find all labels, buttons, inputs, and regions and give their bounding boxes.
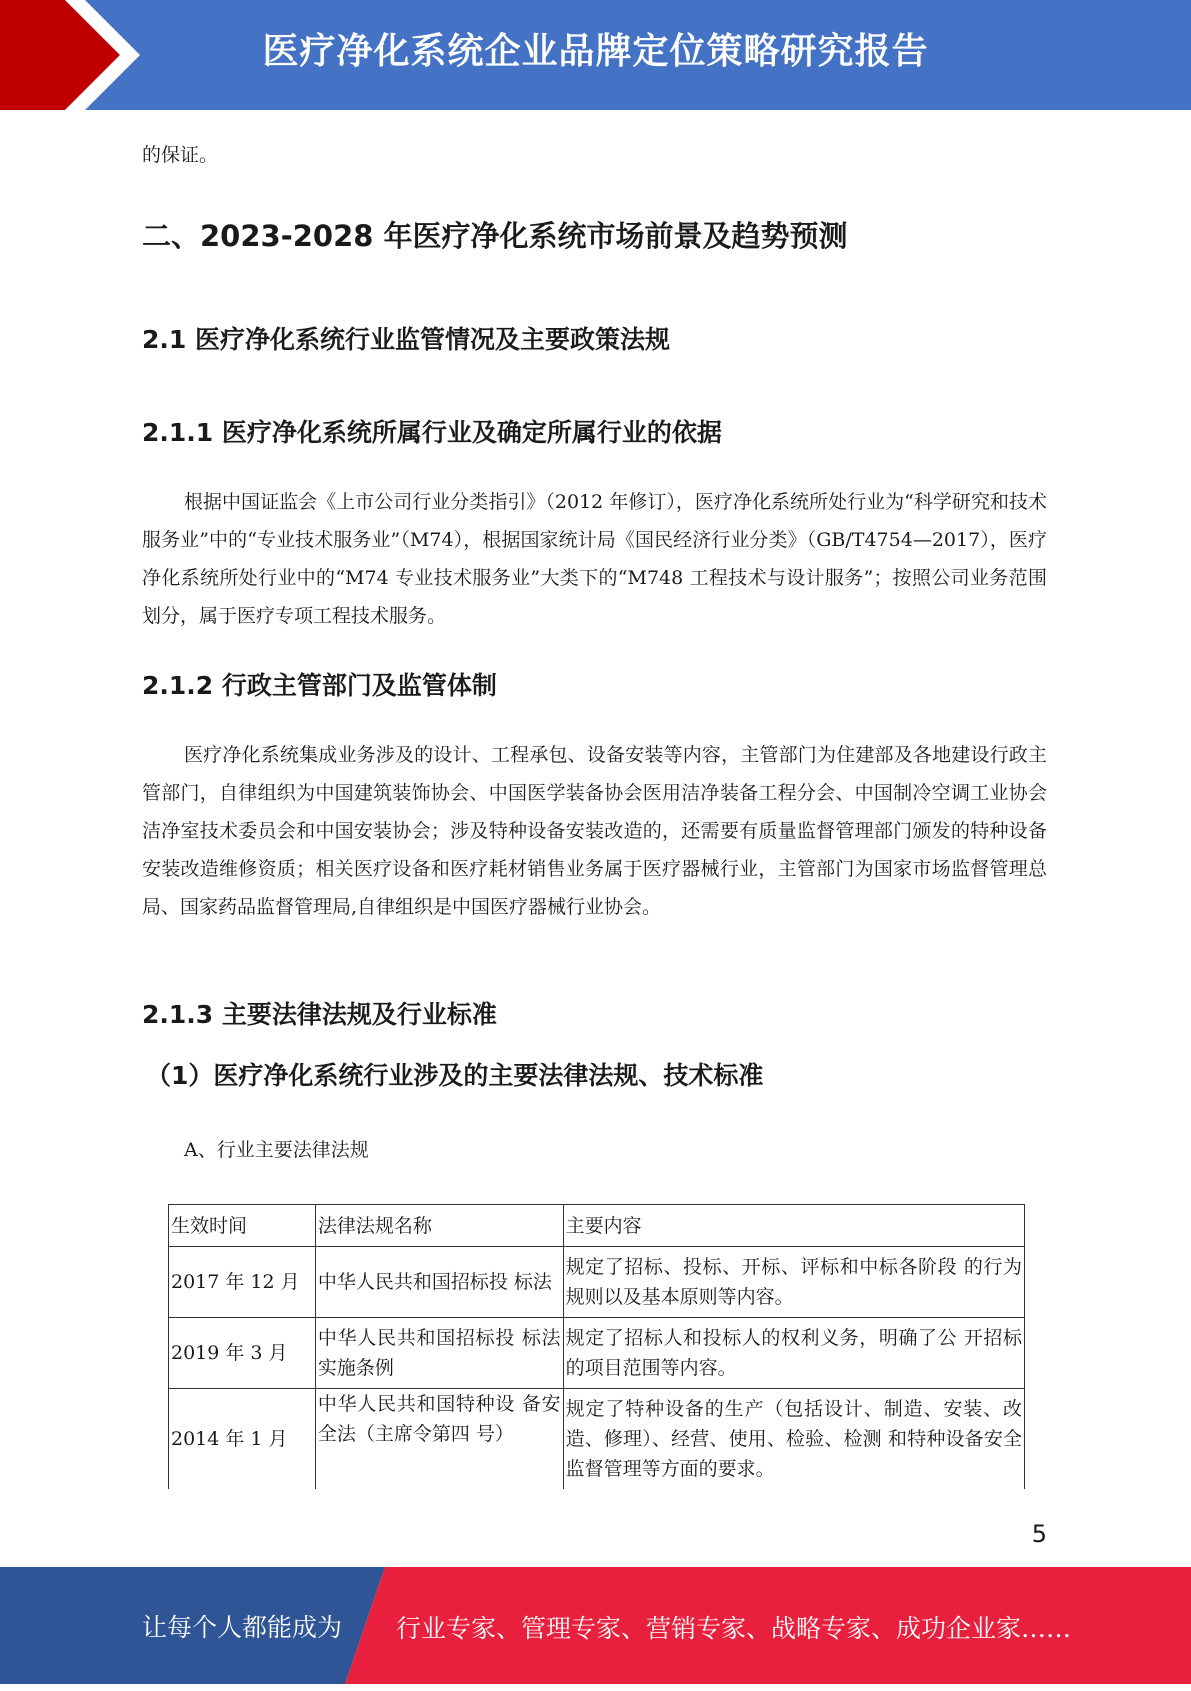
table-header-cell: 生效时间 xyxy=(169,1205,316,1247)
table-cell-date: 2014 年 1 月 xyxy=(169,1389,316,1489)
table-header-row xyxy=(169,1205,1025,1247)
footer-slogan-right: 行业专家、管理专家、营销专家、战略专家、成功企业家…… xyxy=(396,1614,1072,1643)
section-heading: 二、2023-2028 年医疗净化系统市场前景及趋势预测 xyxy=(142,219,848,253)
continued-paragraph: 的保证。 xyxy=(142,144,219,166)
page-footer xyxy=(0,1567,1191,1684)
table-cell-content: 规定了招标人和投标人的权利义务，明确了公 开招标的项目范围等内容。 xyxy=(563,1318,1024,1389)
table-row xyxy=(169,1247,1025,1318)
table-row xyxy=(169,1318,1025,1389)
table-cell-date: 2019 年 3 月 xyxy=(169,1318,316,1389)
law-table xyxy=(168,1204,1025,1489)
table-cell-date: 2017 年 12 月 xyxy=(169,1247,316,1318)
page-header xyxy=(0,0,1191,110)
paragraph-2-1-2: 医疗净化系统集成业务涉及的设计、工程承包、设备安装等内容，主管部门为住建部及各地建设行政主管部门，自律组织为中国建筑装饰协会、中国医学装备协会医用洁净装备工程分会、中国制冷空调工业协会洁净室技术委员会和中国安装协会；涉及特种设备安装改造的，还需要有质量监督管理部门颁发的特种设备安装改造维修资质；相关医疗设备和医疗耗材销售业务属于医疗器械行业，主管部门为国家市场监督管理总局、国家药品监督管理局,自律组织是中国医疗器械行业协会。 xyxy=(142,744,1047,918)
table-header-cell: 主要内容 xyxy=(563,1205,1024,1247)
report-title: 医疗净化系统企业品牌定位策略研究报告 xyxy=(262,31,929,72)
table-header-cell: 法律法规名称 xyxy=(315,1205,563,1247)
subsubsection-heading-2-1-3: 2.1.3 主要法律法规及行业标准 xyxy=(142,1000,497,1029)
subsubsection-heading-2-1-2: 2.1.2 行政主管部门及监管体制 xyxy=(142,671,497,700)
footer-slogan-left: 让每个人都能成为 xyxy=(142,1613,343,1642)
item-a-label: A、行业主要法律法规 xyxy=(184,1139,369,1161)
table-row xyxy=(169,1389,1025,1489)
header-arrow-icon xyxy=(0,0,150,110)
subsubsection-heading-2-1-1: 2.1.1 医疗净化系统所属行业及确定所属行业的依据 xyxy=(142,418,722,447)
paragraph-2-1-1: 根据中国证监会《上市公司行业分类指引》（2012 年修订），医疗净化系统所处行业为“科学研究和技术服务业”中的“专业技术服务业”（M74），根据国家统计局《国民经济行业分类》（GB/T4754—2017），医疗净化系统所处行业中的“M74 专业技术服务业”大类下的“M748 工程技术与设计服务”；按照公司业务范围划分，属于医疗专项工程技术服务。 xyxy=(142,491,1047,627)
table-cell-name: 中华人民共和国招标投 标法实施条例 xyxy=(315,1318,563,1389)
subsection-heading: 2.1 医疗净化系统行业监管情况及主要政策法规 xyxy=(142,325,670,354)
page-number: 5 xyxy=(1031,1520,1047,1548)
table-cell-content: 规定了特种设备的生产（包括设计、制造、安装、改造、修理）、经营、使用、检验、检测 和特种设备安全监督管理等方面的要求。 xyxy=(563,1389,1024,1489)
item-heading-1: （1）医疗净化系统行业涉及的主要法律法规、技术标准 xyxy=(146,1061,764,1090)
table-cell-name: 中华人民共和国特种设 备安全法（主席令第四 号） xyxy=(315,1389,563,1489)
table-cell-name: 中华人民共和国招标投 标法 xyxy=(315,1247,563,1318)
table-cell-content: 规定了招标、投标、开标、评标和中标各阶段 的行为规则以及基本原则等内容。 xyxy=(563,1247,1024,1318)
